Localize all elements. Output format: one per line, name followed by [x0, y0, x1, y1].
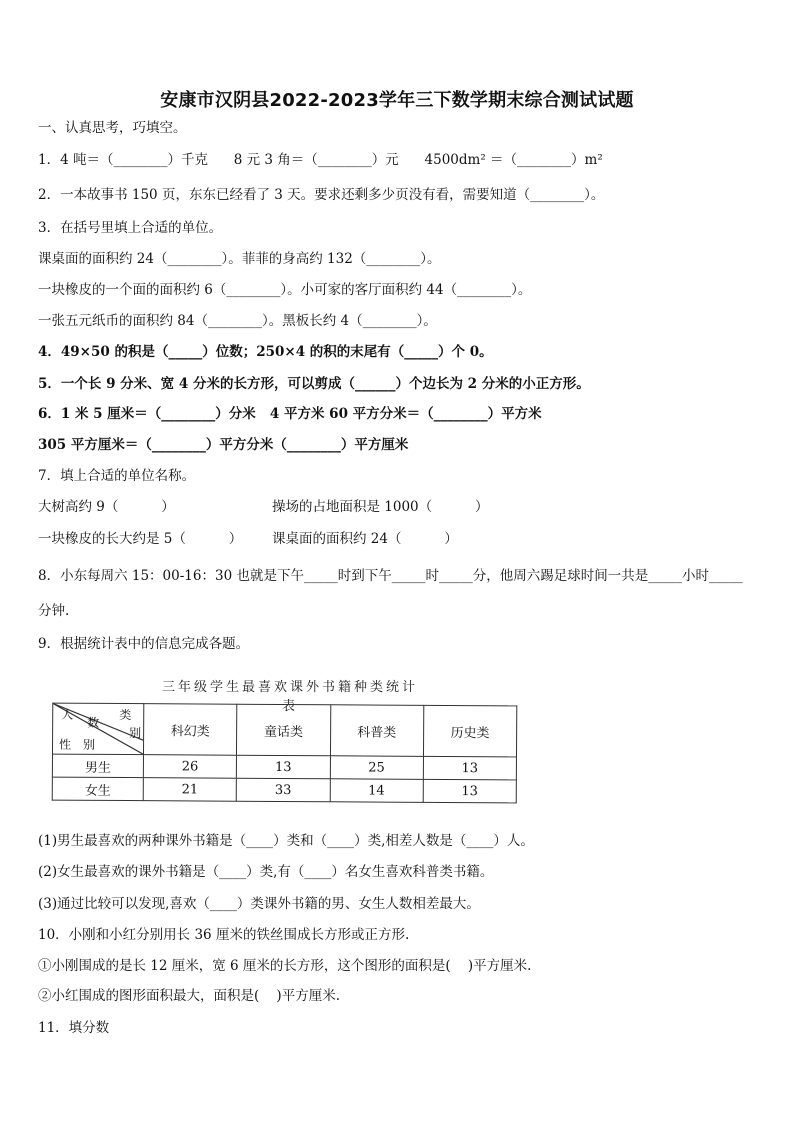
header-cell-fairy-tale: 童话类: [237, 704, 331, 756]
question-1: 1．4 吨＝（________）千克 8 元 3 角＝（________）元 4500dm² ＝（________）m²: [38, 152, 603, 168]
question-7-b-left: 一块橡皮的长大约是 5（ ）: [38, 531, 243, 547]
table-header-row: [52, 703, 516, 757]
question-10-part-2: ②小红围成的图形面积最大，面积是( )平方厘米.: [38, 988, 340, 1004]
question-9: 9．根据统计表中的信息完成各题。: [38, 636, 250, 652]
header-cell-science: 科普类: [330, 705, 424, 757]
corner-label: 类: [119, 707, 132, 723]
question-9-part-1: (1)男生最喜欢的两种课外书籍是（____）类和（____）类,相差人数是（____）人。: [38, 833, 534, 849]
question-11: 11．填分数: [38, 1020, 110, 1036]
question-7-a-right: 操场的占地面积是 1000（ ）: [272, 499, 489, 515]
corner-label: 性: [59, 737, 72, 752]
question-9-part-3: (3)通过比较可以发现,喜欢（____）类课外书籍的男、女生人数相差最大。: [38, 896, 480, 912]
table-cell: 13: [423, 779, 516, 803]
corner-label: 人: [61, 707, 74, 722]
corner-label: 数: [87, 715, 100, 730]
page-title: 安康市汉阴县2022-2023学年三下数学期末综合测试试题: [160, 90, 634, 111]
question-3-part-b: 一块橡皮的一个面的面积约 6（________）。小可家的客厅面积约 44（________）。: [38, 282, 532, 298]
question-2: 2．一本故事书 150 页，东东已经看了 3 天。要求还剩多少页没有看，需要知道（________）。: [38, 187, 605, 203]
question-6-line-1: 6．1 米 5 厘米＝（________）分米 4 平方米 60 平方分米＝（________）平方米: [38, 406, 542, 422]
question-6-line-2: 305 平方厘米＝（________）平方分米（________）平方厘米: [38, 437, 409, 453]
question-8-line-1: 8．小东每周六 15：00-16：30 也就是下午_____时到下午_____时_____分，他周六踢足球时间一共是_____小时_____: [38, 568, 743, 584]
question-3-part-a: 课桌面的面积约 24（________）。菲菲的身高约 132（________）。: [38, 251, 441, 267]
question-3: 3．在括号里填上合适的单位。: [38, 220, 223, 236]
table-row-boys: [52, 754, 516, 780]
table-cell: 33: [236, 778, 329, 802]
question-10-part-1: ①小刚围成的是长 12 厘米，宽 6 厘米的长方形，这个图形的面积是( )平方厘米.: [38, 958, 532, 974]
table-cell: 26: [143, 755, 236, 779]
table-corner-cell: [52, 703, 143, 755]
question-5: 5．一个长 9 分米、宽 4 分米的长方形，可以剪成（______）个边长为 2 分米的小正方形。: [38, 376, 590, 392]
table-cell: 14: [330, 779, 423, 803]
question-10: 10．小刚和小红分别用长 36 厘米的铁丝围成长方形或正方形.: [38, 927, 410, 943]
header-cell-history: 历史类: [423, 705, 517, 757]
table-row-girls: [52, 777, 516, 803]
question-8-line-2: 分钟.: [38, 603, 70, 619]
table-cell: 13: [423, 756, 516, 780]
table-cell: 21: [143, 778, 236, 802]
corner-label: 别: [129, 726, 142, 741]
question-3-part-c: 一张五元纸币的面积约 84（________）。黑板长约 4（________）。: [38, 313, 437, 329]
header-cell-scifi: 科幻类: [143, 704, 237, 756]
section-heading: 一、认真思考，巧填空。: [38, 120, 187, 136]
question-7-b-right: 课桌面的面积约 24（ ）: [272, 531, 458, 547]
question-9-part-2: (2)女生最喜欢的课外书籍是（____）类,有（____）名女生喜欢科普类书籍。: [38, 864, 494, 880]
table-cell: 13: [237, 755, 330, 779]
row-label: 女生: [52, 777, 143, 801]
statistics-table: [52, 703, 518, 804]
table-caption: 三年级学生最喜欢课外书籍种类统计表: [161, 680, 418, 714]
table-cell: 25: [330, 756, 423, 780]
question-7-a-left: 大树高约 9（ ）: [38, 499, 175, 515]
question-4: 4．49×50 的积是（_____）位数；250×4 的积的末尾有（_____）个 0。: [38, 344, 493, 360]
question-7: 7．填上合适的单位名称。: [38, 468, 196, 484]
row-label: 男生: [52, 754, 143, 778]
corner-label: 别: [83, 737, 96, 752]
